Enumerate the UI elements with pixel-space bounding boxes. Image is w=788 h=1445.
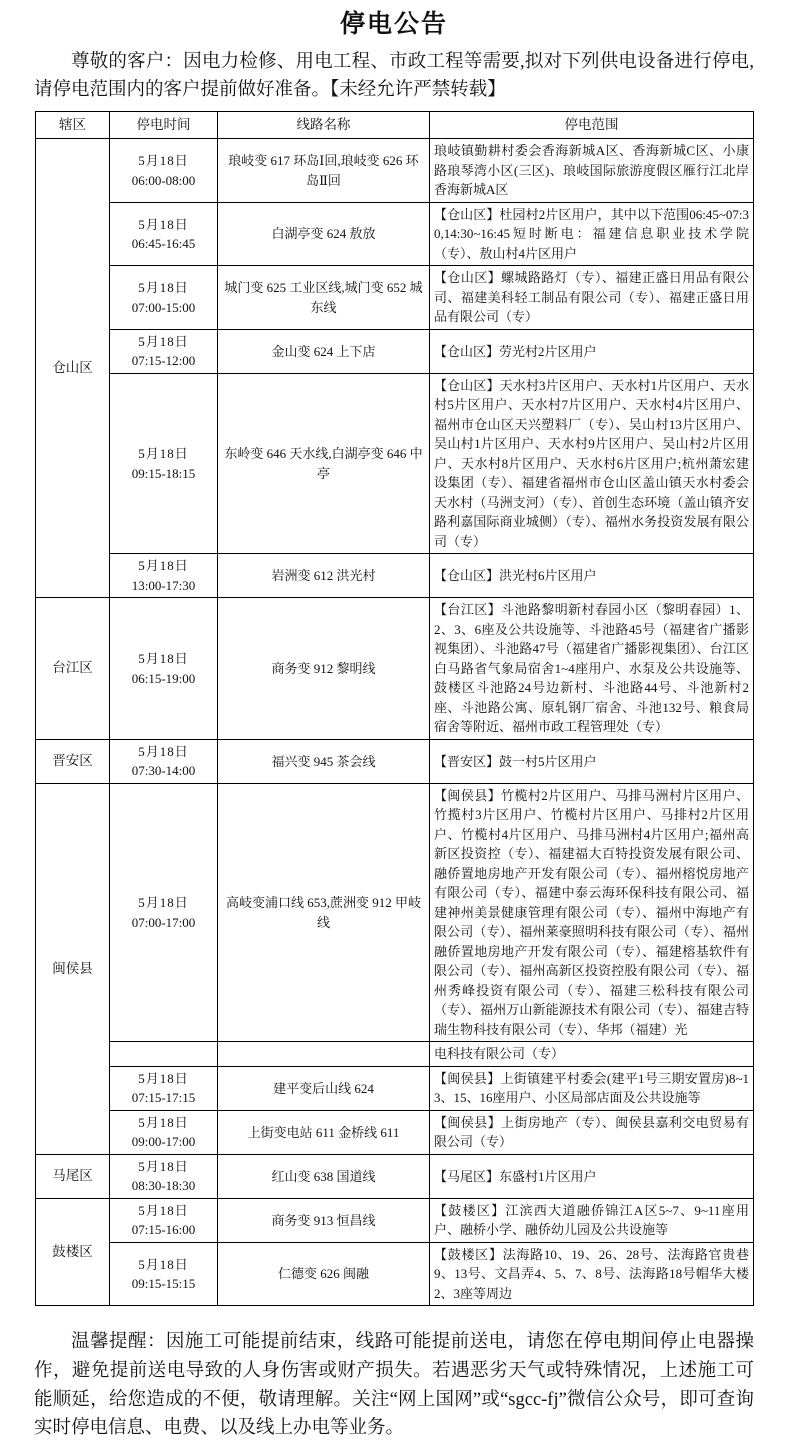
table-row: [36, 329, 754, 373]
outage-date: 5月18日: [138, 446, 189, 462]
table-row: [36, 554, 754, 598]
outage-date: 5月18日: [138, 895, 189, 911]
table-row: [36, 598, 754, 740]
line-name-cell: 岩洲变 612 洪光村: [218, 554, 430, 598]
column-header-district: 辖区: [36, 112, 110, 139]
outage-date: 5月18日: [138, 651, 189, 667]
outage-date: 5月18日: [138, 1158, 189, 1174]
table-row: [36, 139, 754, 203]
table-body: [36, 139, 754, 1306]
line-name-cell: 琅岐变 617 环岛Ⅰ回,琅岐变 626 环岛Ⅱ回: [218, 139, 430, 203]
time-cell: [110, 783, 218, 1042]
district-cell-gulou: 鼓楼区: [36, 1198, 110, 1306]
outage-time-range: 06:45-16:45: [131, 236, 196, 252]
line-name-cell: 城门变 625 工业区线,城门变 652 城东线: [218, 266, 430, 330]
scope-cell: 【闽侯县】上街镇建平村委会(建平1号三期安置房)8~13、15、16座用户、小区局部店面及公共设施等: [430, 1066, 754, 1110]
time-cell: [110, 739, 218, 783]
line-name-cell: 东岭变 646 天水线,白湖亭变 646 中亭: [218, 373, 430, 554]
outage-date: 5月18日: [138, 558, 189, 574]
district-cell-minhou: 闽侯县: [36, 783, 110, 1154]
outage-date: 5月18日: [138, 1114, 189, 1130]
scope-cell: 琅岐镇勤耕村委会香海新城A区、香海新城C区、小康路琅琴湾小区(三区)、琅岐国际旅游度假区雁行江北岸香海新城A区: [430, 139, 754, 203]
time-cell: [110, 1110, 218, 1154]
table-header-row: [36, 112, 754, 139]
table-row: [36, 266, 754, 330]
scope-cell: 【仓山区】劳光村2片区用户: [430, 329, 754, 373]
footer-reminder: 温馨提醒：因施工可能提前结束，线路可能提前送电，请您在停电期间停止电器操作，避免提前送电导致的人身伤害或财产损失。若遇恶劣天气或特殊情况，上述施工可能顺延，给您造成的不便，敬请理解。关注“网上国网”或“sgcc-fj”微信公众号，即可查询实时停电信息、电费、以及线上办电等业务。: [34, 1332, 754, 1439]
line-name-cell: 红山变 638 国道线: [218, 1154, 430, 1198]
district-cell-mawei: 马尾区: [36, 1154, 110, 1198]
outage-time-range: 09:00-17:00: [131, 1134, 196, 1150]
outage-time-range: 06:00-08:00: [131, 172, 196, 188]
outage-date: 5月18日: [138, 333, 189, 349]
outage-date: 5月18日: [138, 1256, 189, 1272]
table-row: [36, 1198, 754, 1242]
time-cell: [110, 554, 218, 598]
district-cell-taijiang: 台江区: [36, 598, 110, 740]
outage-time-range: 07:15-12:00: [131, 353, 196, 369]
time-cell: [110, 598, 218, 740]
outage-date: 5月18日: [138, 216, 189, 232]
time-cell: [110, 1198, 218, 1242]
line-name-cell: 仁德变 626 闽融: [218, 1242, 430, 1306]
outage-notice-page: [0, 8, 788, 1445]
table-row: [36, 1110, 754, 1154]
scope-cell: 【台江区】斗池路黎明新村春园小区（黎明春园）1、2、3、6座及公共设施等、斗池路45号（福建省广播影视集团）、斗池路47号（福建省广播影视集团）、台江区白马路省气象局宿舍1~4座用户、水泵及公共设施等、鼓楼区斗池路24号边新村、斗池路44号、斗池新村2座、斗池路公寓、原轧钢厂宿舍、斗池132号、粮食局宿舍等附近、福州市政工程管理处（专）: [430, 598, 754, 740]
time-cell: [110, 373, 218, 554]
time-cell: [110, 1066, 218, 1110]
outage-time-range: 09:15-18:15: [131, 465, 196, 481]
scope-cell: 【仓山区】螺城路路灯（专）、福建正盛日用品有限公司、福建美科轻工制品有限公司（专）、福建正盛日用品有限公司（专）: [430, 266, 754, 330]
scope-cell-continued: 电科技有限公司（专）: [430, 1042, 754, 1067]
outage-table: [35, 111, 754, 1306]
scope-cell: 【仓山区】天水村3片区用户、天水村1片区用户、天水村5片区用户、天水村7片区用户、天水村4片区用户、福州市仓山区天兴塑料厂（专）、吴山村13片区用户、吴山村1片区用户、天水村9片区用户、吴山村2片区用户、天水村8片区用户、天水村6片区用户;杭州萧宏建设集团（专）、福建省福州市仓山区盖山镇天水村委会天水村（马洲支河）（专）、首创生态环境（盖山镇齐安路利嘉国际商业城侧）（专）、福州水务投资发展有限公司（专）: [430, 373, 754, 554]
table-row: [36, 739, 754, 783]
table-row: [36, 1066, 754, 1110]
column-header-line: 线路名称: [218, 112, 430, 139]
line-name-cell: 福兴变 945 茶会线: [218, 739, 430, 783]
time-cell: [110, 329, 218, 373]
scope-cell: 【仓山区】杜园村2片区用户，其中以下范围06:45~07:30,14:30~16:45短时断电：福建信息职业技术学院（专）、敖山村4片区用户: [430, 202, 754, 266]
line-name-cell: 商务变 912 黎明线: [218, 598, 430, 740]
scope-cell: 【闽侯县】上街房地产（专）、闽侯县嘉利交电贸易有限公司（专）: [430, 1110, 754, 1154]
outage-time-range: 13:00-17:30: [131, 577, 196, 593]
outage-date: 5月18日: [138, 1070, 189, 1086]
table-row: [36, 1154, 754, 1198]
outage-time-range: 07:15-16:00: [131, 1222, 196, 1238]
time-cell: [110, 266, 218, 330]
district-cell-cangshan: 仓山区: [36, 139, 110, 598]
district-cell-jinan: 晋安区: [36, 739, 110, 783]
scope-cell: 【鼓楼区】法海路10、19、26、28号、法海路官贵巷9、13号、文昌弄4、5、7、8号、法海路18号帽华大楼2、3座等周边: [430, 1242, 754, 1306]
time-cell: [110, 139, 218, 203]
line-name-cell-empty: [218, 1042, 430, 1067]
line-name-cell: 白湖亭变 624 敖放: [218, 202, 430, 266]
scope-cell: 【马尾区】东盛村1片区用户: [430, 1154, 754, 1198]
line-name-cell: 金山变 624 上下店: [218, 329, 430, 373]
outage-time-range: 08:30-18:30: [131, 1178, 196, 1194]
line-name-cell: 上街变电站 611 金桥线 611: [218, 1110, 430, 1154]
outage-time-range: 09:15-15:15: [131, 1276, 196, 1292]
line-name-cell: 建平变后山线 624: [218, 1066, 430, 1110]
scope-cell: 【仓山区】洪光村6片区用户: [430, 554, 754, 598]
table-row: [36, 783, 754, 1042]
line-name-cell: 高岐变浦口线 653,蔗洲变 912 甲岐线: [218, 783, 430, 1042]
time-cell: [110, 202, 218, 266]
table-row: [36, 1242, 754, 1306]
table-row: [36, 202, 754, 266]
outage-date: 5月18日: [138, 280, 189, 296]
time-cell: [110, 1242, 218, 1306]
column-header-scope: 停电范围: [430, 112, 754, 139]
table-row-continuation: [36, 1042, 754, 1067]
scope-cell: 【晋安区】鼓一村5片区用户: [430, 739, 754, 783]
time-cell: [110, 1154, 218, 1198]
outage-time-range: 06:15-19:00: [131, 670, 196, 686]
outage-date: 5月18日: [138, 743, 189, 759]
scope-cell: 【闽侯县】竹榄村2片区用户、马排马洲村片区用户、竹揽村3片区用户、竹榄村片区用户、马排村2片区用户、竹榄村4片区用户、马排马洲村4片区用户;福州高新区投资控（专）、福建福大百特投资发展有限公司、融侨置地房地产开发有限公司（专）、福州榕悦房地产有限公司（专）、福建中泰云海环保科技有限公司、福建神州美景健康管理有限公司（专）、福州中海地产有限公司（专）、福州莱豪照明科技有限公司（专）、福州融侨置地房地产开发有限公司（专）、福建榕基软件有限公司（专）、福州高新区投资控股有限公司（专）、福州秀峰投资有限公司（专）、福建三松科技有限公司（专）、福州万山新能源技术有限公司（专）、福建吉特瑞生物科技有限公司（专）、华邦（福建）光: [430, 783, 754, 1042]
time-cell-empty: [110, 1042, 218, 1067]
outage-time-range: 07:00-17:00: [131, 914, 196, 930]
page-title: 停电公告: [339, 11, 448, 38]
outage-time-range: 07:15-17:15: [131, 1090, 196, 1106]
outage-time-range: 07:30-14:00: [131, 763, 196, 779]
outage-time-range: 07:00-15:00: [131, 299, 196, 315]
scope-cell: 【鼓楼区】江滨西大道融侨锦江A区5~7、9~11座用户、融桥小学、融侨幼儿园及公共设施等: [430, 1198, 754, 1242]
outage-date: 5月18日: [138, 1202, 189, 1218]
intro-paragraph: 尊敬的客户：因电力检修、用电工程、市政工程等需要,拟对下列供电设备进行停电,请停电范围内的客户提前做好准备。【未经允许严禁转载】: [34, 51, 754, 101]
table-row: [36, 373, 754, 554]
column-header-time: 停电时间: [110, 112, 218, 139]
outage-date: 5月18日: [138, 153, 189, 169]
line-name-cell: 商务变 913 恒昌线: [218, 1198, 430, 1242]
